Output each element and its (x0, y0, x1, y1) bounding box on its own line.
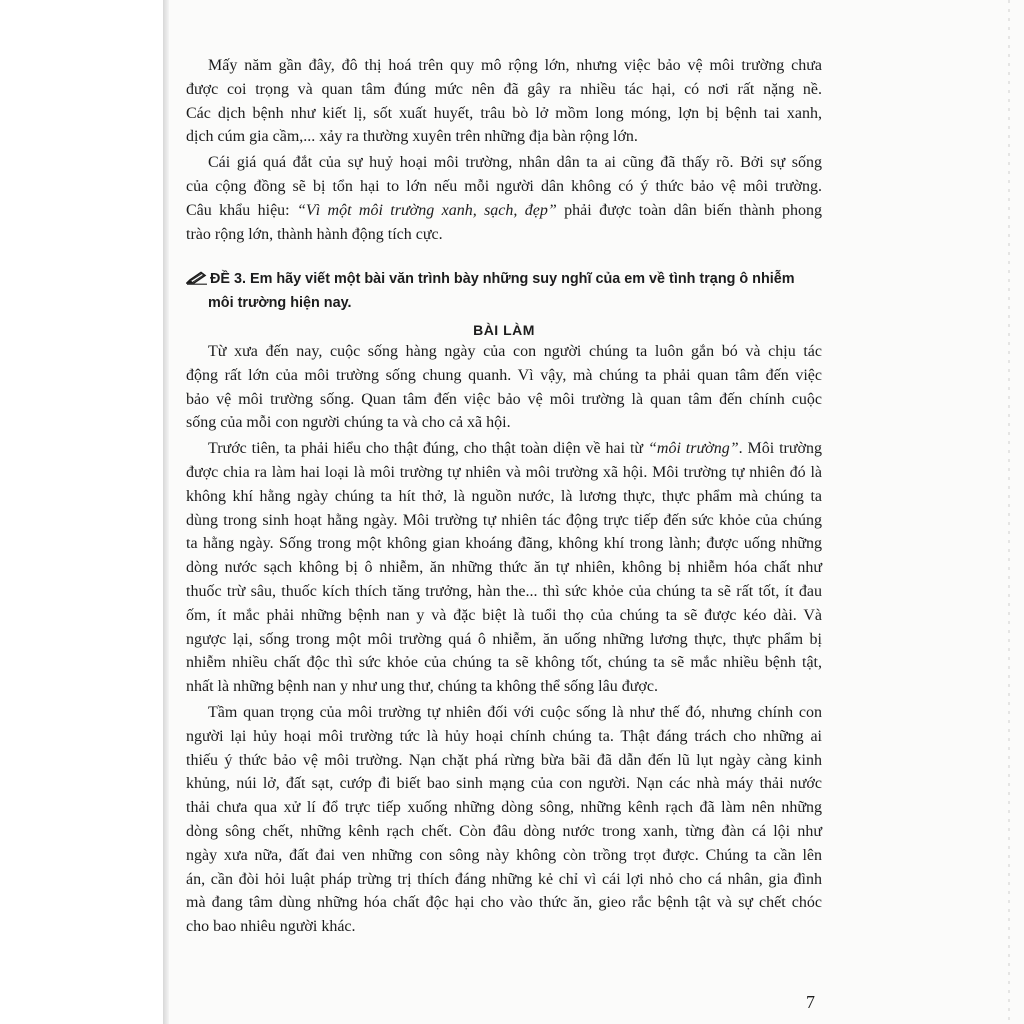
text-line-quote (186, 437, 822, 461)
essay-paragraph-definition (186, 437, 822, 699)
text-line: khủng, núi lở, đất sạt, cướp đi biết bao sinh mạng của con người. Nạn các nhà máy thải nước (186, 775, 822, 793)
text-line: Tầm quan trọng của môi trường tự nhiên đối với cuộc sống là như thế đó, nhưng chính con (208, 703, 822, 721)
text-line: dịch cúm gia cầm,... xảy ra thường xuyên trên những địa bàn rộng lớn. (186, 128, 638, 146)
text-line: ngược lại, sống trong một môi trường quá ô nhiễm, ăn uống những lương thực, thực phẩm bị (186, 630, 822, 648)
text-line: thuốc trừ sâu, thuốc kích thích tăng trưởng, hàn the... thì sức khỏe của chúng ta sẽ rất tốt, ít đau (186, 582, 822, 600)
task-text: Em hãy viết một bài văn trình bày những suy nghĩ của em về tình trạng ô nhiễm (246, 271, 795, 288)
task-line (186, 268, 822, 292)
answer-title: BÀI LÀM (473, 321, 535, 338)
text-line: thiếu ý thức bảo vệ môi trường. Nạn chặt phá rừng bừa bãi đã dẫn đến lũ lụt ngày càng kinh (186, 751, 822, 769)
text-line: dòng nước sạch không bị ô nhiễm, ăn những thức ăn tự nhiên, không bị nhiễm hóa chất như (186, 559, 822, 577)
page-edge (1008, 0, 1010, 1024)
page-content (186, 54, 822, 939)
paragraph-urbanization (186, 54, 822, 149)
page-number: 7 (806, 992, 815, 1012)
text-line: dùng trong sinh hoạt hằng ngày. Môi trường tự nhiên tác động trực tiếp đến sức khỏe của chúng (186, 511, 822, 529)
text-line-slogan (186, 199, 822, 223)
definition-prefix: Trước tiên, ta phải hiểu cho thật đúng, cho thật toàn diện về hai từ (208, 440, 648, 458)
text-line: của cộng đồng sẽ bị tổn hại to lớn nếu mỗi người dân không có ý thức bảo vệ môi trường. (186, 177, 822, 195)
essay-paragraph-intro (186, 340, 822, 435)
definition-quote: “môi trường” (647, 440, 739, 458)
text-line: người lại hủy hoại môi trường tức là hủy hoại chính chúng ta. Thật đáng trách cho những ai (186, 727, 822, 745)
text-line: Các dịch bệnh như kiết lị, sốt xuất huyết, trâu bò lở mồm long móng, lợn bị bệnh tai xanh, (186, 104, 822, 122)
essay-paragraph-destruction (186, 701, 822, 939)
text-line: sống của mỗi con người chúng ta và cho cả xã hội. (186, 414, 511, 432)
text-line: trào rộng lớn, thành hành động tích cực. (186, 225, 443, 243)
text-line: ốm, ít mắc phải những bệnh nan y và đặc biệt là tuổi thọ của chúng ta sẽ được kéo dài. Và (186, 606, 822, 624)
task-heading (186, 268, 822, 316)
text-line: không khí hằng ngày chúng ta hít thở, là nguồn nước, là lương thực, thực phẩm mà chúng ta (186, 487, 822, 505)
text-line: ngày xưa nữa, đất đai ven những con sông này không còn trồng trọt được. Chúng ta cần lên (186, 846, 822, 864)
text-line: cho bao nhiêu người khác. (186, 918, 356, 936)
text-line: ta hằng ngày. Sống trong một không gian khoáng đãng, không khí trong lành; được uống những (186, 535, 822, 553)
pencil-icon (186, 271, 208, 285)
paragraph-cost (186, 151, 822, 246)
slogan-quote: “Vì một môi trường xanh, sạch, đẹp” (297, 201, 557, 219)
text-line: được coi trọng và quan tâm đúng mức nên đã gây ra nhiều tác hại, có nơi rất nặng nề. (186, 80, 822, 98)
text-line: nhất là những bệnh nan y như ung thư, chúng ta không thể sống lâu được. (186, 678, 658, 696)
text-line: dòng sông chết, những kênh rạch chết. Còn đâu dòng nước trong xanh, từng đàn cá lội như (186, 822, 822, 840)
text-line: được chia ra làm hai loại là môi trường tự nhiên và môi trường xã hội. Môi trường tự nhiên đó là (186, 463, 822, 481)
task-line: môi trường hiện nay. (208, 295, 352, 312)
task-label: ĐỀ 3. (210, 271, 246, 288)
text-line: mà đang tâm dùng những hóa chất độc hại cho vào thức ăn, gieo rắc bệnh tật và sự chết chóc (186, 894, 822, 912)
page-spine-shadow (163, 0, 169, 1024)
text-line: bảo vệ môi trường sống. Quan tâm đến việc bảo vệ môi trường là quan tâm đến chính cuộc (186, 390, 822, 408)
slogan-suffix: phải được toàn dân biến thành phong (556, 201, 822, 219)
slogan-prefix: Câu khẩu hiệu: (186, 201, 298, 219)
text-line: nhiễm nhiều chất độc thì sức khỏe của chúng ta sẽ không tốt, chúng ta sẽ mắc nhiều bệnh tật, (186, 654, 822, 672)
text-line: Mấy năm gần đây, đô thị hoá trên quy mô rộng lớn, nhưng việc bảo vệ môi trường chưa (208, 57, 822, 74)
text-line: án, cần đòi hỏi luật pháp trừng trị thích đáng những kẻ chỉ vì cái lợi nhỏ cho cá nhân, gia đình (186, 870, 822, 888)
text-line: Từ xưa đến nay, cuộc sống hàng ngày của con người chúng ta luôn gắn bó và chịu tác (208, 342, 822, 360)
definition-suffix: . Môi trường (738, 440, 823, 458)
text-line: động rất lớn của môi trường sống chung quanh. Vì vậy, mà chúng ta phải quan tâm đến việc (186, 366, 822, 384)
text-line: Cái giá quá đắt của sự huỷ hoại môi trường, nhân dân ta ai cũng đã thấy rõ. Bởi sự sống (208, 154, 822, 172)
text-line: thải chưa qua xử lí đổ trực tiếp xuống những dòng sông, những kênh rạch đã làm nên những (186, 799, 822, 817)
